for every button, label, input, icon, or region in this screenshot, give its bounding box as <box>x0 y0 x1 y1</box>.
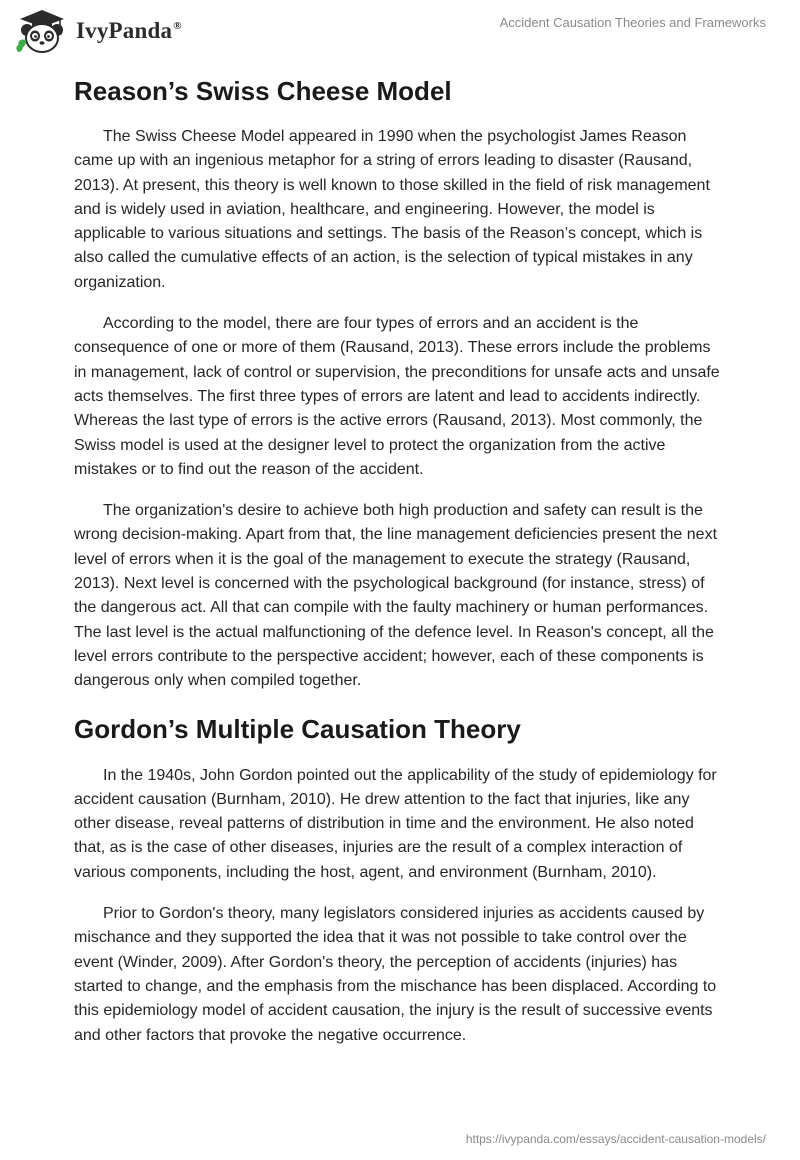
section-heading-gordon: Gordon’s Multiple Causation Theory <box>74 713 521 744</box>
panda-graduate-icon <box>14 8 70 54</box>
article-body <box>74 70 724 1048</box>
source-url[interactable]: https://ivypanda.com/essays/accident-causation-models/ <box>465 1132 766 1146</box>
page-header <box>0 0 800 70</box>
paragraph: Prior to Gordon's theory, many legislators considered injuries as accidents caused by mischance and they supported the idea that it was not possible to take control over the event (Winder, 2009). After Gordon's theory, the perception of accidents (injuries) has started to change, and the emphasis from the mischance has been displaced. According to this epidemiology model of accident causation, the injury is the result of successive events and other factors that provoke the negative occurrence. <box>74 905 717 1044</box>
document-title: Accident Causation Theories and Frameworks <box>499 15 766 30</box>
paragraph: The Swiss Cheese Model appeared in 1990 when the psychologist James Reason came up with an ingenious metaphor for a string of errors leading to disaster (Rausand, 2013). At present, this theory is well known to those skilled in the field of risk management and is widely used in aviation, healthcare, and engineering. However, the model is applicable to various situations and settings. The basis of the Reason’s concept, which is also called the cumulative effects of an action, is the selection of typical mistakes in any organization. <box>74 128 710 291</box>
logo-text: IvyPanda® <box>76 18 182 43</box>
paragraph: According to the model, there are four types of errors and an accident is the consequence of one or more of them (Rausand, 2013). These errors include the problems in management, lack of control or supervision, the preconditions for unsafe acts and unsafe acts themselves. The first three types of errors are latent and lead to accidents indirectly. Whereas the last type of errors is the active errors (Rausand, 2013). Most commonly, the Swiss model is used at the designer level to protect the organization from the active mistakes or to find out the reason of the accident. <box>74 315 720 478</box>
paragraph: In the 1940s, John Gordon pointed out the applicability of the study of epidemiology for accident causation (Burnham, 2010). He drew attention to the fact that injuries, like any other disease, reveal patterns of distribution in time and the environment. He also noted that, as is the case of other diseases, injuries are the result of a complex interaction of various components, including the host, agent, and environment (Burnham, 2010). <box>74 766 717 881</box>
section-heading-swiss-cheese: Reason’s Swiss Cheese Model <box>74 76 452 106</box>
paragraph: The organization's desire to achieve both high production and safety can result is the wrong decision-making. Apart from that, the line management deficiencies present the next level of errors when it is the goal of the management to execute the strategy (Rausand, 2013). Next level is concerned with the psychological background (for instance, stress) of the dangerous act. All that can compile with the faulty machinery or human performances. The last level is the actual malfunctioning of the defence level. In Reason's concept, all the level errors contribute to the perspective accident; however, each of these components is dangerous only when compiled together. <box>74 502 718 690</box>
ivypanda-logo[interactable] <box>14 8 182 54</box>
